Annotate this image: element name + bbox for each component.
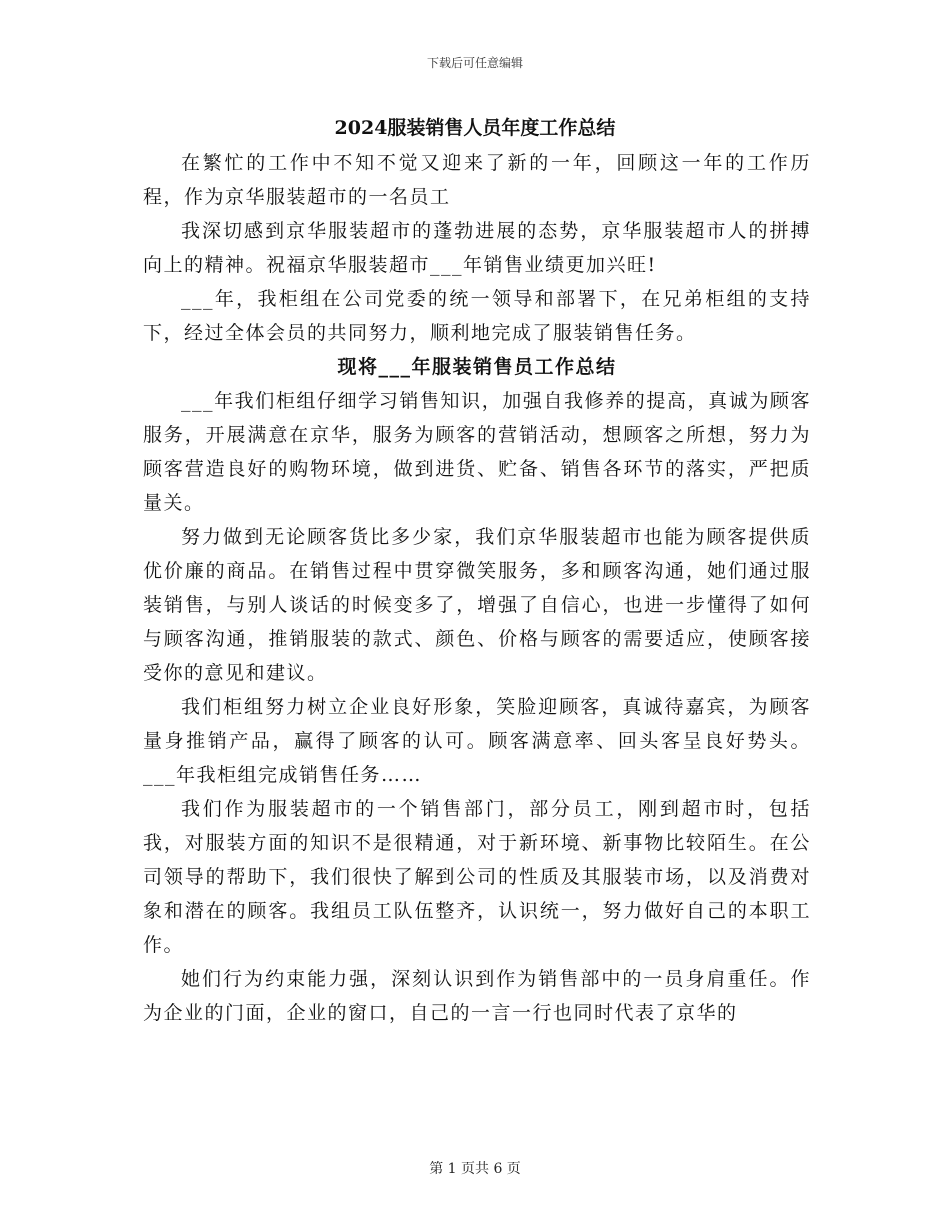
page-number: 第 1 页共 6 页 xyxy=(429,1161,521,1177)
paragraph: 我们作为服装超市的一个销售部门，部分员工，刚到超市时，包括我，对服装方面的知识不是很精通，对于新环境、新事物比较陌生。在公司领导的帮助下，我们很快了解到公司的性质及其服装市场，以及消费对象和潜在的顾客。我组员工队伍整齐，认识统一，努力做好自己的本职工作。 xyxy=(143,798,811,956)
paragraph: 我们柜组努力树立企业良好形象，笑脸迎顾客，真诚待嘉宾，为顾客量身推销产品，赢得了顾客的认可。顾客满意率、回头客呈良好势头。___年我柜组完成销售任务…… xyxy=(143,696,811,786)
paragraph: ___年我们柜组仔细学习销售知识，加强自我修养的提高，真诚为顾客服务，开展满意在京华，服务为顾客的营销活动，想顾客之所想，努力为顾客营造良好的购物环境，做到进货、贮备、销售各环节的落实，严把质量关。 xyxy=(143,390,811,514)
paragraph: 努力做到无论顾客货比多少家，我们京华服装超市也能为顾客提供质优价廉的商品。在销售过程中贯穿微笑服务，多和顾客沟通，她们通过服装销售，与别人谈话的时候变多了，增强了自信心，也进一步懂得了如何与顾客沟通，推销服装的款式、颜色、价格与顾客的需要适应，使顾客接受你的意见和建议。 xyxy=(143,526,811,684)
document-title: 2024服装销售人员年度工作总结 xyxy=(334,117,616,139)
section-heading: 现将___年服装销售员工作总结 xyxy=(337,356,617,378)
header-note: 下载后可任意编辑 xyxy=(426,56,523,70)
paragraph: ___年，我柜组在公司党委的统一领导和部署下，在兄弟柜组的支持下，经过全体会员的共同努力，顺利地完成了服装销售任务。 xyxy=(143,288,811,344)
paragraph: 她们行为约束能力强，深刻认识到作为销售部中的一员身肩重任。作为企业的门面，企业的窗口，自己的一言一行也同时代表了京华的 xyxy=(143,968,811,1024)
paragraph: 我深切感到京华服装超市的蓬勃进展的态势，京华服装超市人的拼搏向上的精神。祝福京华服装超市___年销售业绩更加兴旺! xyxy=(143,220,811,276)
paragraph: 在繁忙的工作中不知不觉又迎来了新的一年，回顾这一年的工作历程，作为京华服装超市的一名员工 xyxy=(143,152,811,208)
document-body xyxy=(143,146,811,1030)
